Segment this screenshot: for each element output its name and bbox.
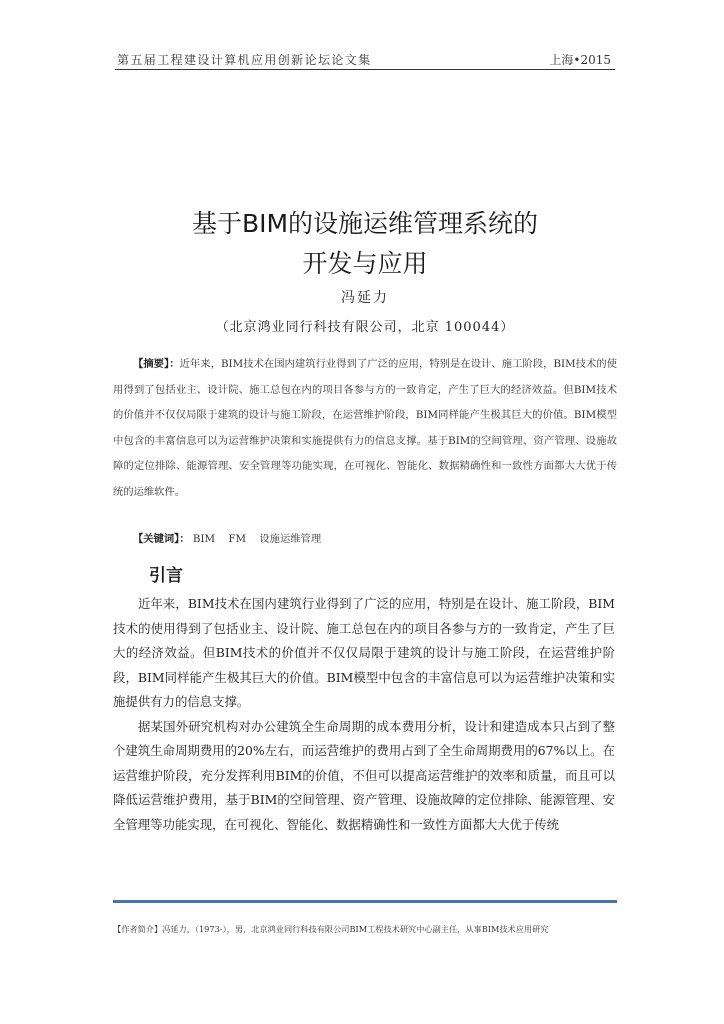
author-footnote: 【作者简介】冯延力，（1973-），男，北京鸿业同行科技有限公司BIM工程技术研究中心副主任，从事BIM技术应用研究: [113, 924, 549, 934]
keyword: BIM: [192, 533, 216, 545]
section-body: [113, 592, 615, 837]
keyword: FM: [228, 533, 247, 545]
body-paragraph: 据某国外研究机构对办公建筑全生命周期的成本费用分析，设计和建造成本只占到了整个建筑生命周期费用的20%左右，而运营维护的费用占到了全生命周期费用的67%以上。在运营维护阶段，充分发挥利用BIM的价值，不但可以提高运营维护的效率和质量，而且可以降低运营维护费用，基于BIM的空间管理、资产管理、设施故障的定位排除、能源管理、安全管理等功能实现，在可视化、智能化、数据精确性和一致性方面都大大优于传统: [113, 718, 615, 832]
author-name: 冯延力: [341, 290, 389, 306]
running-header-title: 第五届工程建设计算机应用创新论坛论文集: [117, 53, 372, 67]
paper-title-line-2: 开发与应用: [302, 249, 428, 278]
footnote-rule: [113, 900, 617, 903]
abstract-text: 近年来，BIM技术在国内建筑行业得到了广泛的应用，特别是在设计、施工阶段，BIM技术的使用得到了包括业主、设计院、施工总包在内的项目各参与方的一致肯定，产生了巨大的经济效益。但BIM技术的价值并不仅仅局限于建筑的设计与施工阶段，在运营维护阶段，BIM同样能产生极其巨大的价值。BIM模型中包含的丰富信息可以为运营维护决策和实施提供有力的信息支撑。基于BIM的空间管理、资产管理、设施故障的定位排除、能源管理、安全管理等功能实现，在可视化、智能化、数据精确性和一致性方面都大大优于传统的运维软件。: [113, 358, 617, 498]
section-heading-introduction: 引言: [149, 566, 183, 586]
paper-title-line-1: 基于BIM的设施运维管理系统的: [191, 209, 539, 238]
abstract: [113, 352, 617, 506]
keywords: [133, 530, 331, 545]
body-paragraph: 近年来，BIM技术在国内建筑行业得到了广泛的应用，特别是在设计、施工阶段，BIM技术的使用得到了包括业主、设计院、施工总包在内的项目各参与方的一致肯定，产生了巨大的经济效益。但BIM技术的价值并不仅仅局限于建筑的设计与施工阶段，在运营维护阶段，BIM同样能产生极其巨大的价值。BIM模型中包含的丰富信息可以为运营维护决策和实施提供有力的信息支撑。: [113, 596, 615, 709]
running-header-location-year: 上海•2015: [549, 53, 611, 67]
header-rule: [115, 69, 615, 70]
keywords-label: 【关键词】：: [133, 533, 190, 545]
keyword: 设施运维管理: [259, 533, 322, 545]
author-affiliation: （北京鸿业同行科技有限公司，北京 100044）: [215, 320, 515, 335]
abstract-label: 【摘要】：: [133, 358, 180, 370]
